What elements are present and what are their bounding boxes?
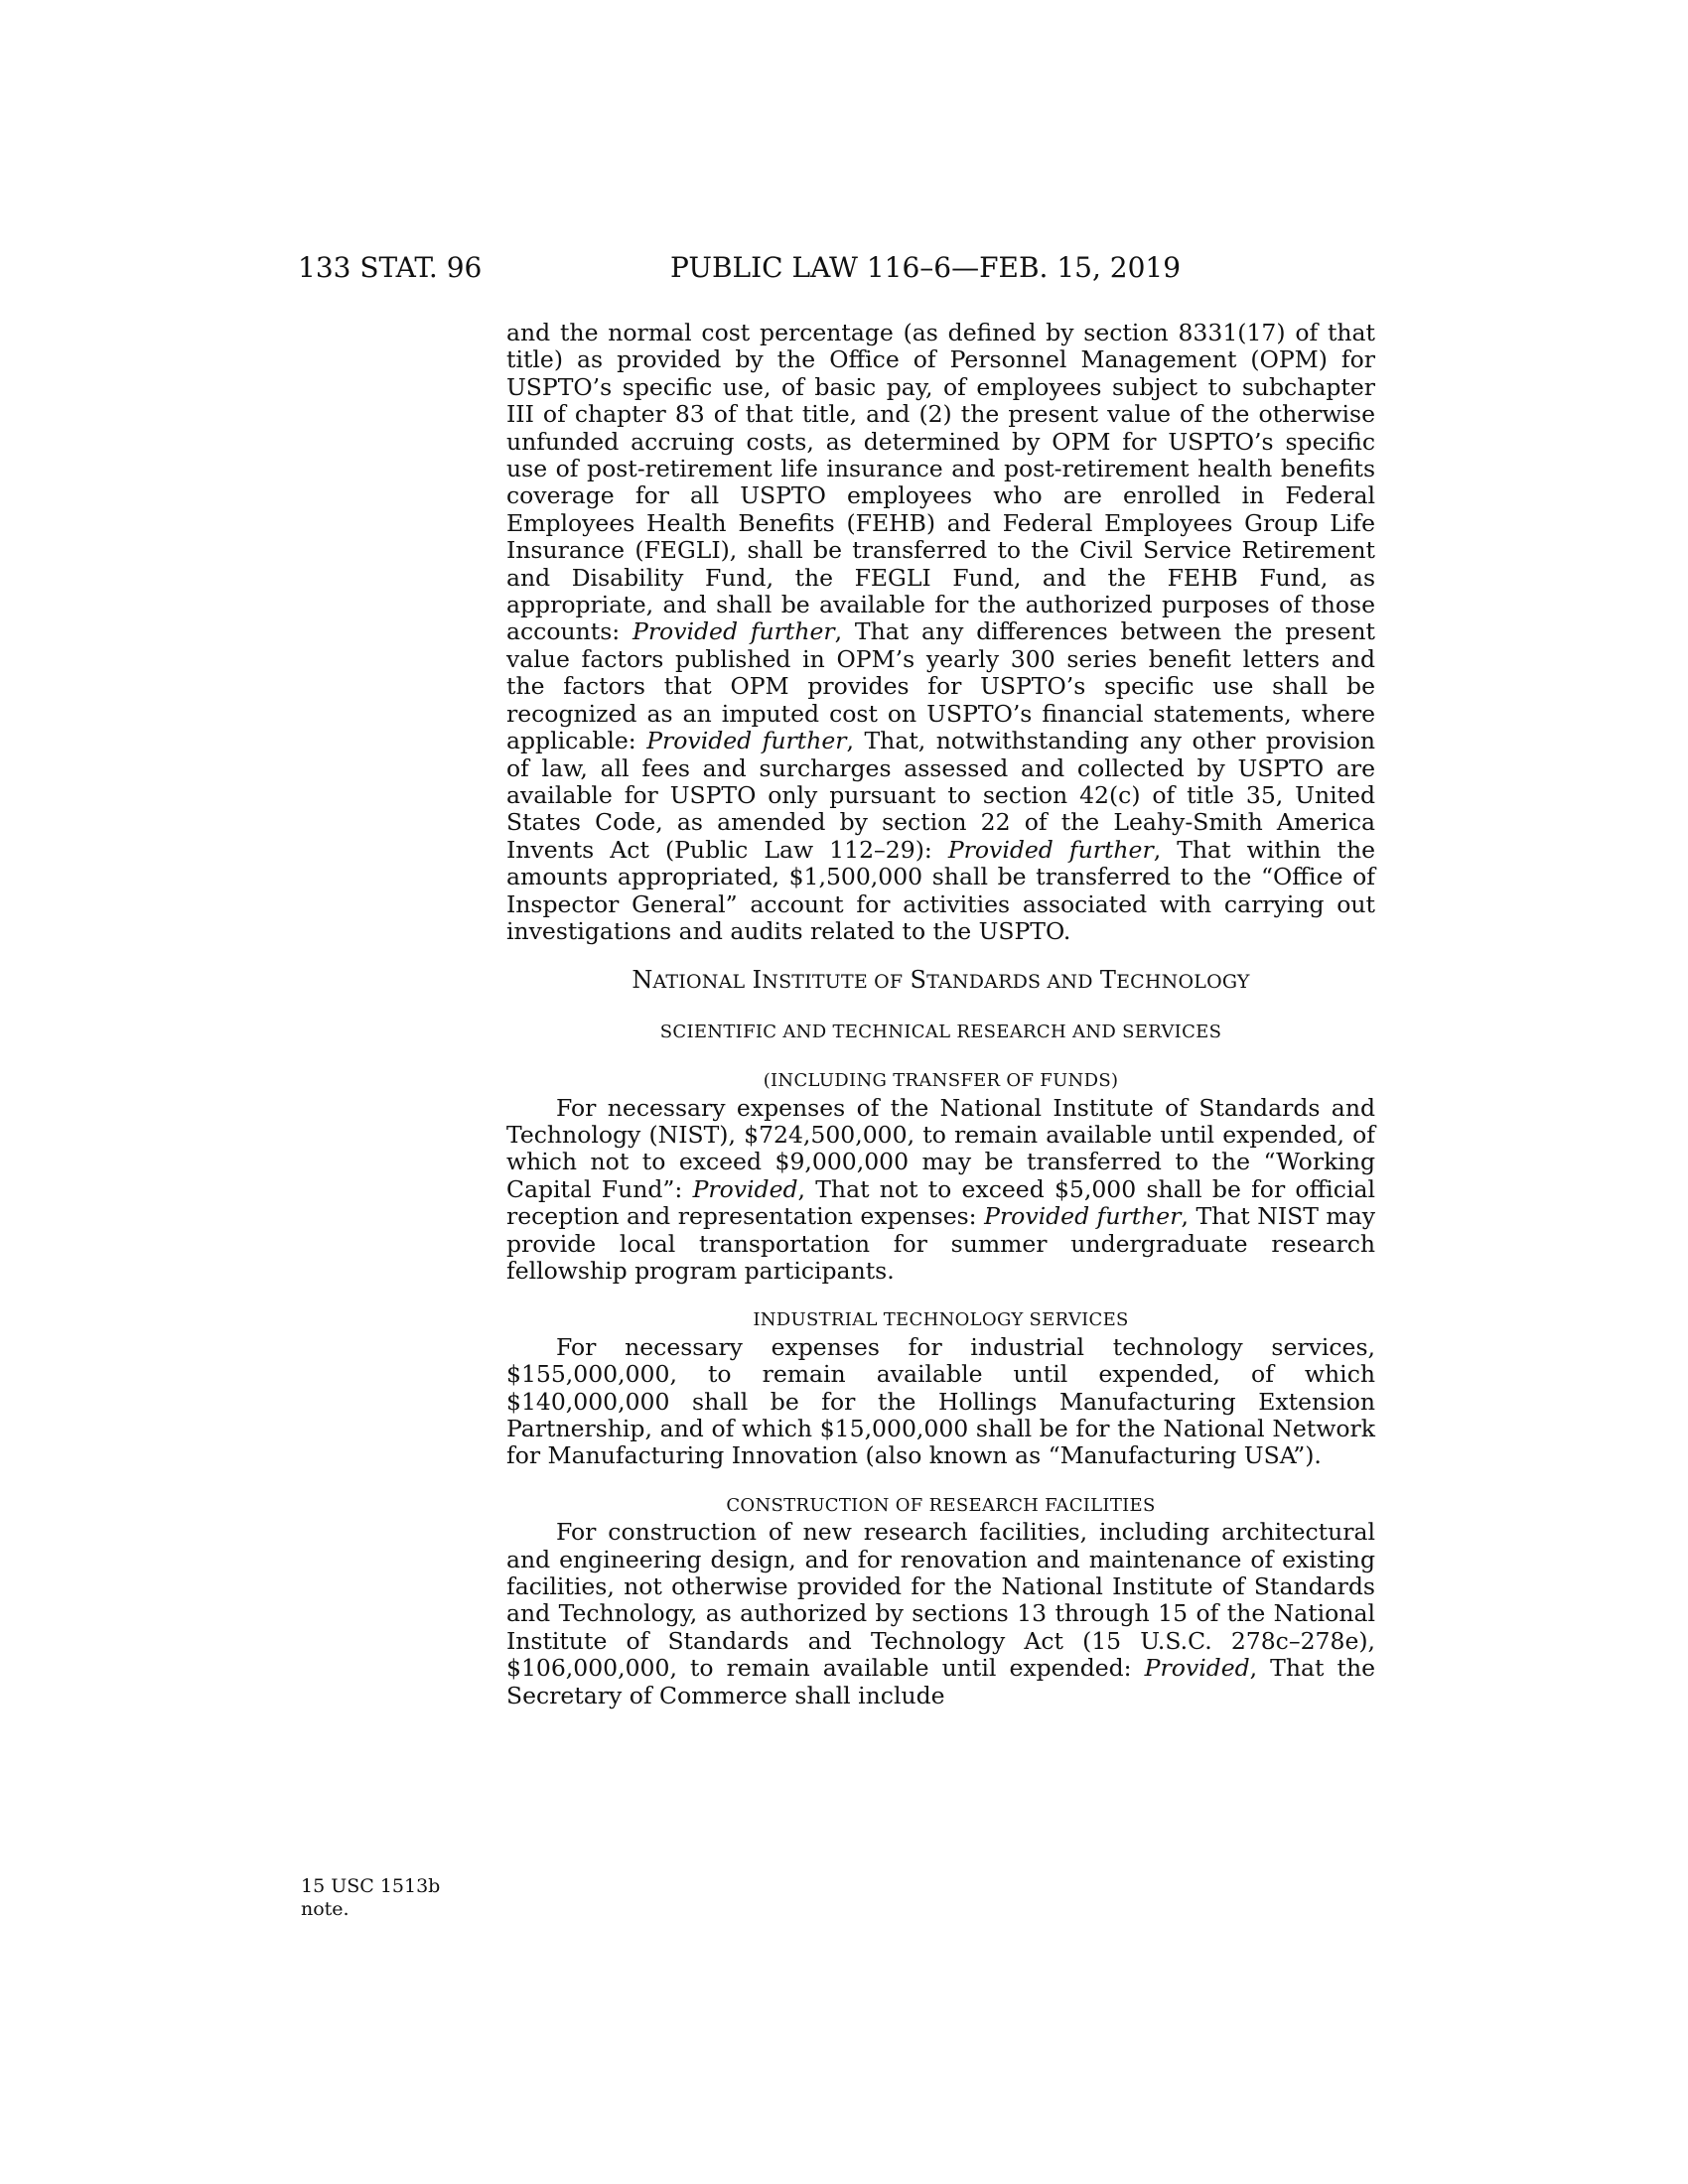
margin-note-line: 15 USC 1513b — [301, 1875, 441, 1897]
margin-note-line: note. — [301, 1898, 350, 1920]
str-paragraph — [506, 1095, 1375, 1286]
agency-heading — [506, 967, 1375, 996]
heading-capital: S — [910, 966, 927, 995]
heading-small-caps: ATIONAL — [652, 971, 746, 994]
text-run: and the normal cost percentage (as defined by section 8331(17) of that title) as provided by the Office of Personnel Management (OPM) for USPTO’s specific use, of basic pay, of employees subject to subchapter III of chapter 83 of that title, and (2) the present value of the otherwise unfunded accruing costs, as determined by OPM for USPTO’s specific use of post-retirement life insurance and post-retirement health benefits coverage for all USPTO employees who are enrolled in Federal Employees Health Benefits (FEHB) and Federal Employees Group Life Insurance (FEGLI), shall be transferred to the Civil Service Retirement and Disability Fund, the FEGLI Fund, and the FEHB Fund, as appropriate, and shall be available for the authorized purposes of those accounts: — [506, 319, 1375, 646]
text-run: , That any differences between the present value factors published in OPM’s yearly 300 series benefit letters and the factors that OPM provides for USPTO’s specific use shall be recognized as an imputed cost on USPTO’s financial statements, where applicable: — [506, 617, 1375, 755]
usc-margin-note — [301, 1875, 450, 1921]
provided-further-italic: Provided further — [646, 727, 847, 755]
str-account-heading: SCIENTIFIC AND TECHNICAL RESEARCH AND SERVICES — [659, 1021, 1222, 1042]
crf-paragraph — [506, 1519, 1375, 1709]
text-run: , That the Secretary of Commerce shall include — [506, 1654, 1375, 1709]
heading-capital: N — [632, 966, 653, 995]
provided-further-italic: Provided further — [947, 835, 1154, 864]
transfer-of-funds-subheading: (INCLUDING TRANSFER OF FUNDS) — [763, 1070, 1119, 1092]
statute-page-reference: 133 STAT. 96 — [298, 251, 483, 284]
heading-small-caps: ECHNOLOGY — [1116, 971, 1250, 994]
crf-account-heading: CONSTRUCTION OF RESEARCH FACILITIES — [726, 1494, 1156, 1516]
text-run: , That not to exceed $5,000 shall be for official reception and representation expenses: — [506, 1174, 1375, 1231]
its-paragraph: For necessary expenses for industrial technology services, $155,000,000, to remain available until expended, of which $140,000,000 shall be for the Hollings Manufacturing Extension Partnership, and of which $15,000,000 shall be for the National Network for Manufacturing Innovation (also known as “Manufacturing USA”). — [506, 1332, 1375, 1470]
text-run: , That, notwithstanding any other provision of law, all fees and surcharges assessed and collected by USPTO are available for USPTO only pursuant to section 42(c) of title 35, United States Code, as amended by section 22 of the Leahy-Smith America Invents Act (Public Law 112–29): — [506, 727, 1376, 864]
text-run: , That within the amounts appropriated, $1,500,000 shall be transferred to the “Office of Inspector General” account for activities associated with carrying out investigations and audits related to the USPTO. — [506, 835, 1375, 945]
text-run: , That NIST may provide local transportation for summer undergraduate research fellowship program participants. — [506, 1202, 1375, 1285]
heading-capital: T — [1099, 966, 1117, 995]
provided-italic: Provided — [1144, 1654, 1250, 1683]
heading-capital: I — [752, 966, 763, 995]
body-text-column — [506, 320, 1375, 1709]
public-law-title: PUBLIC LAW 116–6—FEB. 15, 2019 — [670, 251, 1182, 284]
uspto-continuation-paragraph — [506, 320, 1375, 945]
provided-further-italic: Provided further — [633, 617, 835, 646]
provided-italic: Provided — [692, 1174, 798, 1203]
heading-small-caps: TANDARDS AND — [926, 971, 1093, 994]
provided-further-italic: Provided further — [984, 1202, 1182, 1231]
heading-small-caps: NSTITUTE OF — [762, 971, 904, 994]
text-run: For construction of new research facilities, including architectural and engineering design, and for renovation and maintenance of existing facilities, not otherwise provided for the National Institute of Standards and Technology, as authorized by sections 13 through 15 of the National Institute of Standards and Technology Act (15 U.S.C. 278c–278e), $106,000,000, to remain available until expended: — [506, 1518, 1375, 1683]
its-account-heading: INDUSTRIAL TECHNOLOGY SERVICES — [753, 1309, 1129, 1331]
text-run: For necessary expenses of the National Institute of Standards and Technology (NIST), $724,500,000, to remain available until expended, of which not to exceed $9,000,000 may be transferred to the “Working Capital Fund”: — [506, 1093, 1375, 1203]
running-head — [298, 248, 1370, 288]
